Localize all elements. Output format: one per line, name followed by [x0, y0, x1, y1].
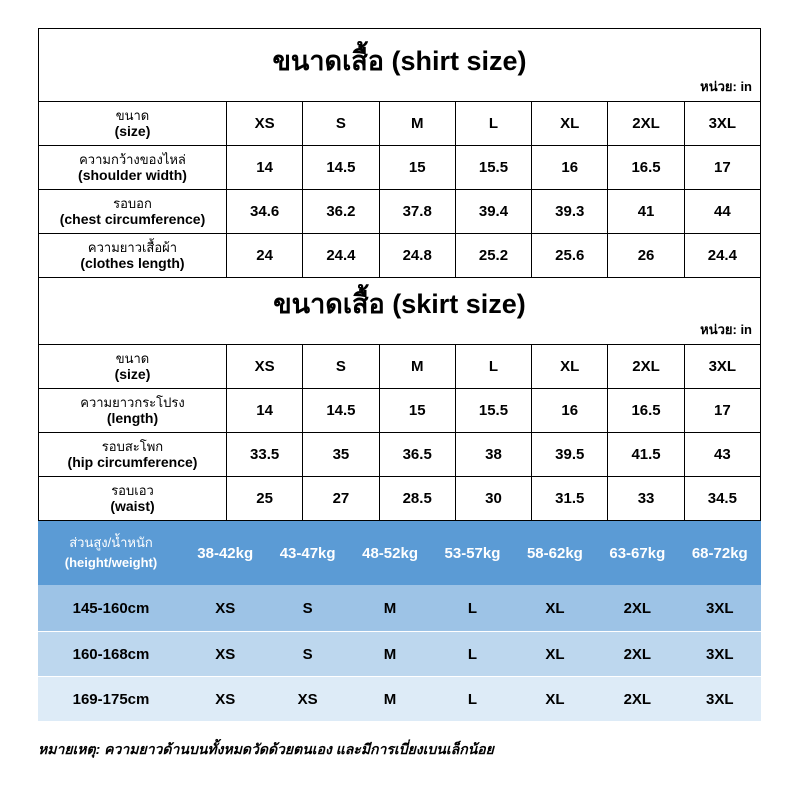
guide-size-cell: XL	[514, 677, 596, 722]
guide-size-cell: S	[266, 632, 348, 677]
guide-size-cell: M	[349, 632, 431, 677]
shirt-unit: หน่วย: in	[700, 79, 752, 94]
value-cell: 15	[379, 146, 455, 190]
value-cell: 24	[227, 234, 303, 278]
footnote: หมายเหตุ: ความยาวด้านบนทั้งหมดวัดด้วยตนเอง และมีการเบี่ยงเบนเล็กน้อย	[38, 741, 494, 757]
guide-row	[38, 632, 761, 677]
height-cell: 145-160cm	[38, 585, 184, 632]
guide-label: ส่วนสูง/น้ำหนัก (height/weight)	[38, 521, 184, 585]
guide-size-cell: L	[431, 677, 513, 722]
size-header: L	[455, 102, 531, 146]
value-cell: 25.6	[532, 234, 608, 278]
size-header: L	[455, 345, 531, 389]
row-label: ความกว้างของไหล่ (shoulder width)	[39, 146, 227, 190]
value-cell: 44	[684, 190, 760, 234]
guide-size-cell: XS	[266, 677, 348, 722]
value-cell: 16	[532, 389, 608, 433]
value-cell: 34.6	[227, 190, 303, 234]
size-header: 2XL	[608, 345, 684, 389]
guide-size-cell: L	[431, 585, 513, 632]
weight-header: 58-62kg	[514, 521, 596, 585]
weight-header: 48-52kg	[349, 521, 431, 585]
value-cell: 27	[303, 477, 379, 521]
skirt-size-table	[38, 278, 761, 521]
value-cell: 30	[455, 477, 531, 521]
row-label: รอบสะโพก (hip circumference)	[39, 433, 227, 477]
row-label: ขนาด (size)	[39, 345, 227, 389]
skirt-row-length	[39, 389, 761, 433]
value-cell: 16.5	[608, 389, 684, 433]
shirt-title: ขนาดเสื้อ (shirt size)	[272, 46, 527, 76]
weight-header: 53-57kg	[431, 521, 513, 585]
shirt-row-size	[39, 102, 761, 146]
guide-size-cell: 2XL	[596, 677, 678, 722]
size-header: 3XL	[684, 345, 760, 389]
value-cell: 41	[608, 190, 684, 234]
value-cell: 24.8	[379, 234, 455, 278]
value-cell: 36.5	[379, 433, 455, 477]
height-weight-guide	[38, 521, 761, 721]
value-cell: 14	[227, 389, 303, 433]
value-cell: 38	[455, 433, 531, 477]
size-chart	[38, 28, 761, 721]
row-label: ความยาวกระโปรง (length)	[39, 389, 227, 433]
value-cell: 31.5	[532, 477, 608, 521]
guide-header-row	[38, 521, 761, 585]
weight-header: 38-42kg	[184, 521, 266, 585]
row-label: รอบอก (chest circumference)	[39, 190, 227, 234]
value-cell: 41.5	[608, 433, 684, 477]
weight-header: 63-67kg	[596, 521, 678, 585]
value-cell: 24.4	[303, 234, 379, 278]
guide-size-cell: XS	[184, 677, 266, 722]
height-cell: 160-168cm	[38, 632, 184, 677]
value-cell: 26	[608, 234, 684, 278]
guide-size-cell: 3XL	[679, 585, 761, 632]
value-cell: 39.4	[455, 190, 531, 234]
value-cell: 15.5	[455, 389, 531, 433]
height-cell: 169-175cm	[38, 677, 184, 722]
shirt-row-length	[39, 234, 761, 278]
value-cell: 14	[227, 146, 303, 190]
value-cell: 16	[532, 146, 608, 190]
size-header: S	[303, 345, 379, 389]
size-header: S	[303, 102, 379, 146]
guide-size-cell: M	[349, 585, 431, 632]
shirt-size-table	[38, 28, 761, 278]
value-cell: 25	[227, 477, 303, 521]
size-header: XL	[532, 345, 608, 389]
value-cell: 39.3	[532, 190, 608, 234]
weight-header: 43-47kg	[266, 521, 348, 585]
size-header: XS	[227, 345, 303, 389]
size-header: XS	[227, 102, 303, 146]
shirt-row-chest	[39, 190, 761, 234]
value-cell: 33.5	[227, 433, 303, 477]
value-cell: 15	[379, 389, 455, 433]
skirt-row-waist	[39, 477, 761, 521]
shirt-title-cell	[39, 29, 761, 102]
guide-size-cell: XL	[514, 632, 596, 677]
skirt-title: ขนาดเสื้อ (skirt size)	[273, 289, 526, 319]
size-header: M	[379, 345, 455, 389]
size-header: M	[379, 102, 455, 146]
size-header: 2XL	[608, 102, 684, 146]
size-header: 3XL	[684, 102, 760, 146]
guide-size-cell: L	[431, 632, 513, 677]
value-cell: 37.8	[379, 190, 455, 234]
value-cell: 34.5	[684, 477, 760, 521]
skirt-row-size	[39, 345, 761, 389]
value-cell: 33	[608, 477, 684, 521]
row-label: รอบเอว (waist)	[39, 477, 227, 521]
value-cell: 14.5	[303, 146, 379, 190]
size-header: XL	[532, 102, 608, 146]
value-cell: 35	[303, 433, 379, 477]
shirt-row-shoulder	[39, 146, 761, 190]
guide-size-cell: XS	[184, 632, 266, 677]
value-cell: 14.5	[303, 389, 379, 433]
guide-size-cell: 3XL	[679, 632, 761, 677]
guide-size-cell: 3XL	[679, 677, 761, 722]
value-cell: 17	[684, 389, 760, 433]
weight-header: 68-72kg	[679, 521, 761, 585]
value-cell: 25.2	[455, 234, 531, 278]
row-label: ความยาวเสื้อผ้า (clothes length)	[39, 234, 227, 278]
skirt-unit: หน่วย: in	[700, 322, 752, 337]
skirt-title-cell	[39, 278, 761, 345]
value-cell: 15.5	[455, 146, 531, 190]
value-cell: 24.4	[684, 234, 760, 278]
guide-row	[38, 585, 761, 632]
guide-size-cell: 2XL	[596, 632, 678, 677]
skirt-row-hip	[39, 433, 761, 477]
guide-size-cell: XL	[514, 585, 596, 632]
value-cell: 36.2	[303, 190, 379, 234]
row-label: ขนาด (size)	[39, 102, 227, 146]
value-cell: 39.5	[532, 433, 608, 477]
guide-size-cell: XS	[184, 585, 266, 632]
value-cell: 16.5	[608, 146, 684, 190]
value-cell: 43	[684, 433, 760, 477]
guide-row	[38, 677, 761, 722]
guide-size-cell: S	[266, 585, 348, 632]
guide-size-cell: 2XL	[596, 585, 678, 632]
value-cell: 28.5	[379, 477, 455, 521]
value-cell: 17	[684, 146, 760, 190]
guide-size-cell: M	[349, 677, 431, 722]
